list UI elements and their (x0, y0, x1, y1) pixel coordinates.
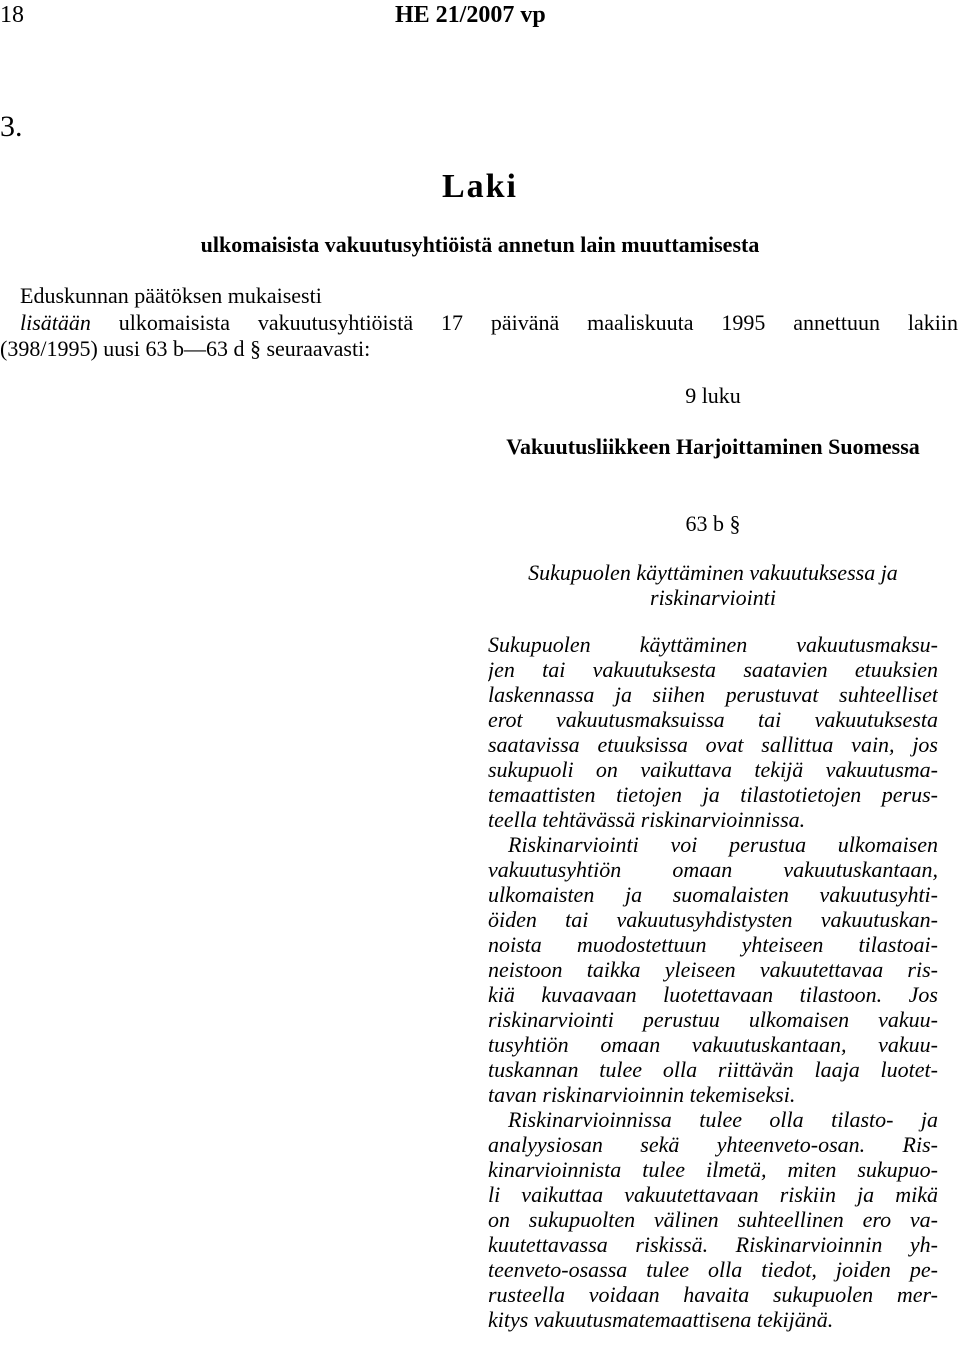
body-line: teenveto-osassa tulee olla tiedot, joiden pe- (488, 1257, 938, 1282)
amendment-clause-continued: (398/1995) uusi 63 b—63 d § seuraavasti: (0, 336, 371, 361)
law-subtitle: ulkomaisista vakuutusyhtiöistä annetun lain muuttamisesta (200, 232, 760, 257)
enactment-clause: Eduskunnan päätöksen mukaisesti (20, 283, 322, 308)
amendment-clause (20, 310, 958, 336)
body-line: sukupuoli on vaikuttava tekijä vakuutusma- (488, 757, 938, 782)
body-line: teella tehtävässä riskinarvioinnissa. (488, 807, 806, 832)
body-line: saatavissa etuuksissa ovat sallittua vain, jos (488, 732, 938, 757)
body-line: Riskinarvioinnissa tulee olla tilasto- ja (508, 1107, 938, 1132)
section-body (488, 632, 938, 1332)
section-title: Sukupuolen käyttäminen vakuutuksessa ja riskinarviointi (528, 560, 898, 610)
body-line: rusteella voidaan havaita sukupuolen mer- (488, 1282, 938, 1307)
body-line: kiä kuvaavaan luotettavaan tilastoon. Jos (488, 982, 938, 1007)
body-line: erot vakuutusmaksuissa tai vakuutuksesta (488, 707, 938, 732)
body-line: tavan riskinarvioinnin tekemiseksi. (488, 1082, 796, 1107)
body-line: vakuutusyhtiön omaan vakuutuskantaan, (488, 857, 938, 882)
body-line: tuskannan tulee olla riittävän laaja luotet- (488, 1057, 938, 1082)
document-id: HE 21/2007 vp (395, 2, 546, 28)
section-number: 63 b § (685, 511, 741, 536)
body-line: li vaikuttaa vakuutettavaan riskiin ja mikä (488, 1182, 938, 1207)
amendment-clause-text: ulkomaisista vakuutusyhtiöistä 17 päivänä maaliskuuta 1995 annettuun lakiin (90, 310, 958, 335)
body-line: on sukupuolten välinen suhteellinen ero va- (488, 1207, 938, 1232)
body-line: tusyhtiön omaan vakuutuskantaan, vakuu- (488, 1032, 938, 1057)
body-line: kinarvioinnista tulee ilmetä, miten sukupuo- (488, 1157, 938, 1182)
law-heading: Laki (441, 168, 519, 205)
page-number: 18 (0, 2, 24, 28)
body-line: temaattisten tietojen ja tilastotietojen perus- (488, 782, 938, 807)
body-line: neistoon taikka yleiseen vakuutettavaa ris- (488, 957, 938, 982)
body-line: analyysiosan sekä yhteenveto-osan. Ris- (488, 1132, 938, 1157)
chapter-number: 9 luku (685, 383, 741, 408)
body-line: laskennassa ja siihen perustuvat suhteelliset (488, 682, 938, 707)
chapter-title: Vakuutusliikkeen Harjoittaminen Suomessa (506, 434, 920, 459)
body-line: Riskinarviointi voi perustua ulkomaisen (508, 832, 938, 857)
body-line: öiden tai vakuutusyhdistysten vakuutuskan- (488, 907, 938, 932)
body-line: jen tai vakuutuksesta saatavien etuuksien (488, 657, 938, 682)
body-line: riskinarviointi perustuu ulkomaisen vakuu- (488, 1007, 938, 1032)
body-line: kuutettavassa riskissä. Riskinarvioinnin yh- (488, 1232, 938, 1257)
body-line: noista muodostettuun yhteiseen tilastoai- (488, 932, 938, 957)
body-line: ulkomaisten ja suomalaisten vakuutusyhti- (488, 882, 938, 907)
amendment-verb: lisätään (20, 310, 91, 335)
law-number: 3. (0, 110, 23, 143)
body-line: kitys vakuutusmatemaattisena tekijänä. (488, 1307, 834, 1332)
body-line: Sukupuolen käyttäminen vakuutusmaksu- (488, 632, 938, 657)
